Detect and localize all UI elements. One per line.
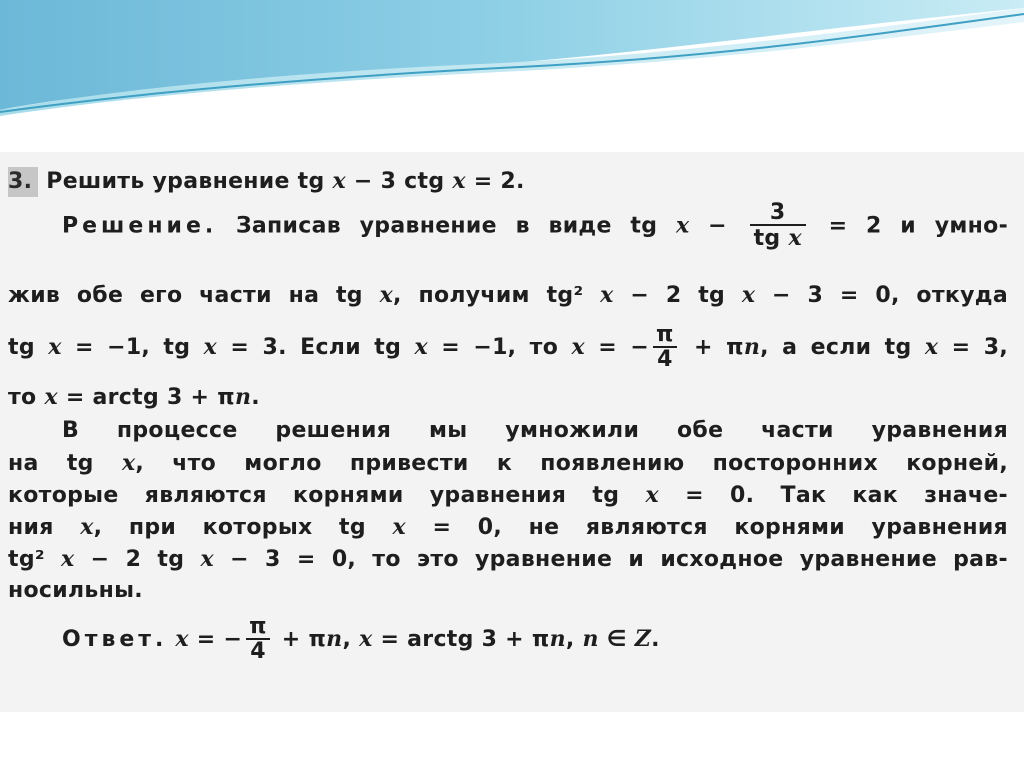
solution-line-1: Решение. Записав уравнение в виде tg x − $\frac{3}{\text{tg x}}$ = 2 и умно- <box>62 200 1008 251</box>
problem-line: 3. Решить уравнение tg x − 3 ctg x = 2. <box>8 166 525 197</box>
answer-fraction-pi-over-4: $\frac{\pi}{4}$ <box>246 616 270 664</box>
discussion-line-4: ния x, при которых tg x = 0, не являются корнями уравнения <box>8 514 1008 540</box>
fraction-3-over-tgx: $\frac{3}{\text{tg x}}$ <box>750 202 806 251</box>
solution-line-2: жив обе его части на tg x, получим tg² x − 2 tg x − 3 = 0, откуда <box>8 282 1008 308</box>
discussion-line-5: tg² x − 2 tg x − 3 = 0, то это уравнение и исходное уравнение рав- <box>8 546 1008 572</box>
discussion-line-6: носильны. <box>8 578 143 603</box>
discussion-line-3: которые являются корнями уравнения tg x = 0. Так как значе- <box>8 482 1008 508</box>
decorative-wave-header <box>0 0 1024 120</box>
answer-label: Ответ. <box>62 627 168 652</box>
solution-line-4: то x = arctg 3 + πn. <box>8 384 260 410</box>
integers-symbol: Z <box>634 626 652 652</box>
fraction-pi-over-4: $\frac{\pi}{4}$ <box>653 324 677 372</box>
solution-line-3: tg x = −1, tg x = 3. Если tg x = −1, то x = − $\frac{\pi}{4}$ + πn, а если tg x = 3, <box>8 322 1009 372</box>
answer-line: Ответ. x = − $\frac{\pi}{4}$ + πn, x = arctg 3 + πn, n ∈ Z. <box>62 614 660 664</box>
discussion-line-1: В процессе решения мы умножили обе части уравнения <box>62 418 1008 443</box>
discussion-line-2: на tg x, что могло привести к появлению посторонних корней, <box>8 450 1008 476</box>
solution-label: Решение. <box>62 213 218 239</box>
problem-number: 3. <box>8 167 38 197</box>
